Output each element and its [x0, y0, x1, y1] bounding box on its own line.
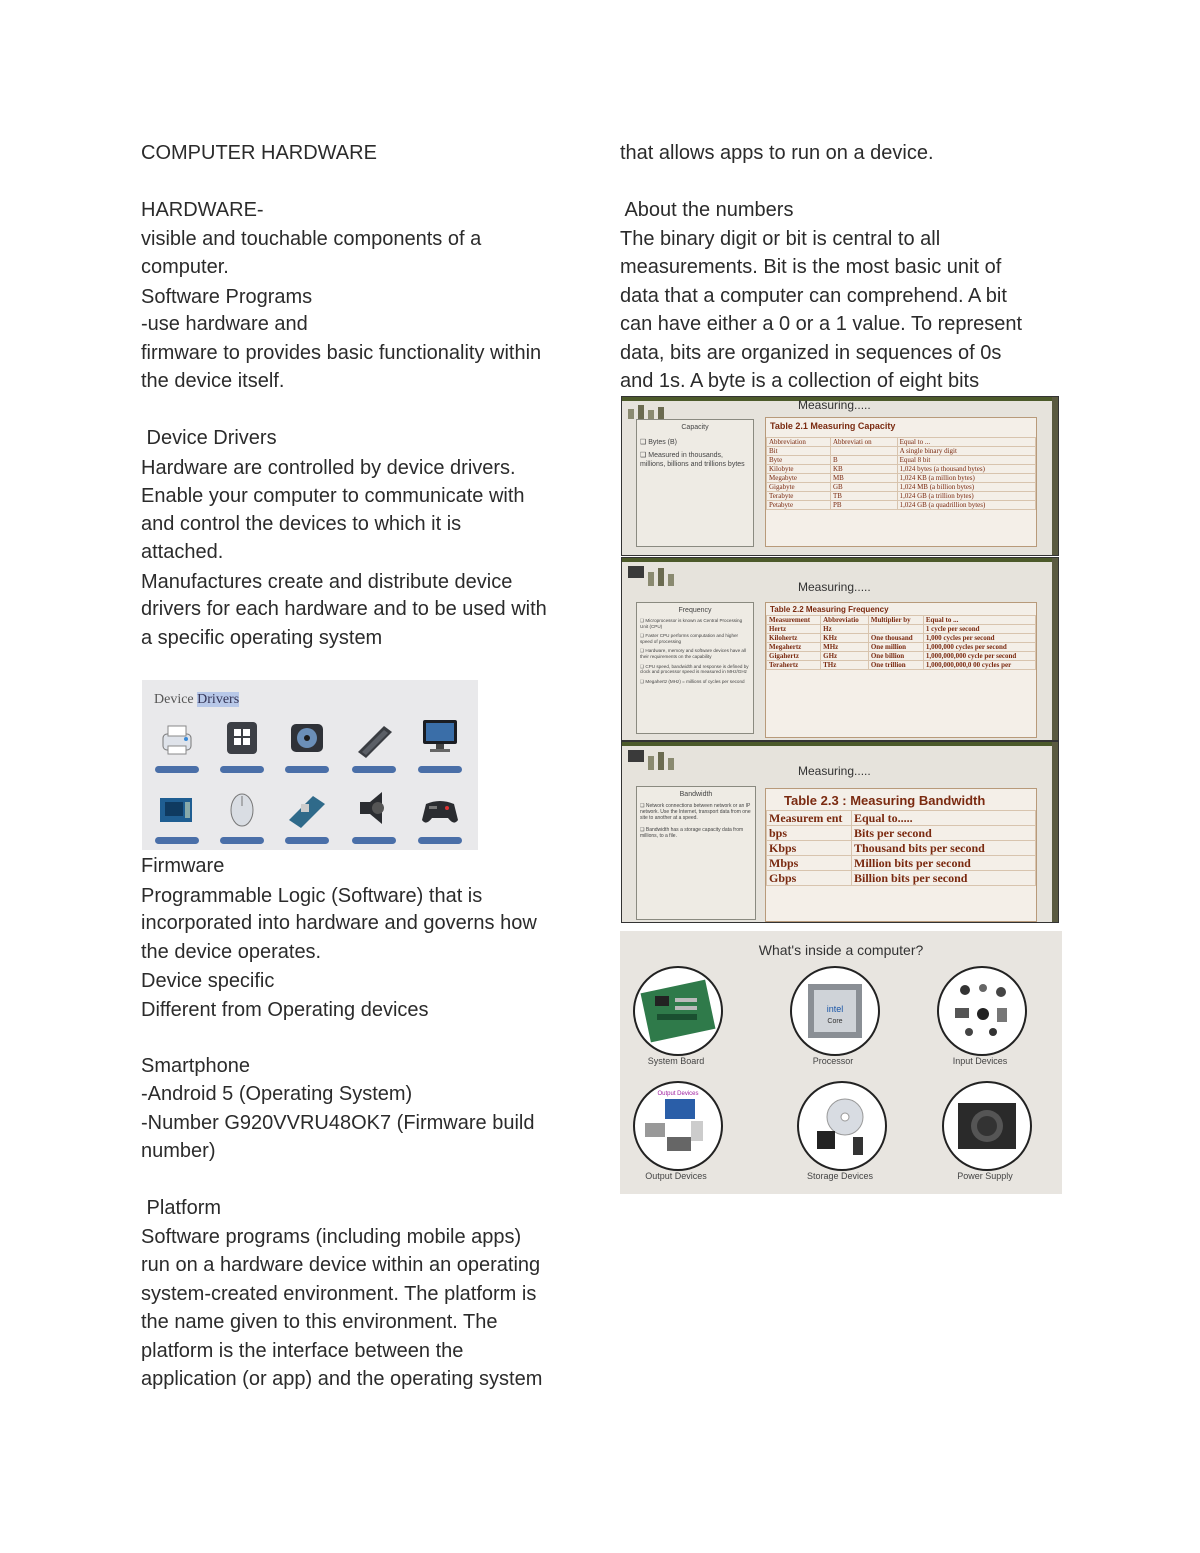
box-item-text: Hardware, memory and software devices have all their requirements on the capability	[640, 648, 747, 659]
frequency-bullet-box	[636, 602, 754, 734]
capacity-table	[765, 417, 1037, 547]
table-row	[767, 456, 1036, 465]
paragraph-line: the device operates.	[141, 940, 322, 963]
table-cell: A single binary digit	[897, 447, 1035, 456]
table-cell: Million bits per second	[852, 856, 1036, 871]
table-cell: Terahertz	[767, 661, 821, 670]
table-cell: Megahertz	[767, 643, 821, 652]
table-cell: One billion	[868, 652, 923, 661]
table-cell: Multiplier by	[868, 616, 923, 625]
slide-measuring-frequency	[621, 557, 1059, 741]
table-cell: bps	[767, 826, 852, 841]
slide-logo-icon	[626, 746, 686, 770]
input-devices-icon	[939, 968, 1025, 1054]
paragraph-line: measurements. Bit is the most basic unit of	[620, 256, 1002, 278]
table-caption: Table 2.3 : Measuring Bandwidth	[784, 793, 986, 808]
firmware-line: the device itself.	[141, 370, 285, 392]
smartphone-heading: Smartphone	[141, 1054, 250, 1077]
paragraph-line: and 1s. A byte is a collection of eight bits	[620, 370, 980, 392]
table-cell: Megabyte	[767, 474, 831, 483]
paragraph-line: Software programs (including mobile apps)	[141, 1225, 522, 1248]
slide-title: Measuring.....	[798, 580, 871, 594]
paragraph-line: incorporated into hardware and governs how	[141, 912, 537, 934]
inside-caption: Storage Devices	[806, 1171, 874, 1181]
table-cell: One trillion	[868, 661, 923, 670]
bullet-text: Manufactures create and distribute device	[141, 570, 513, 593]
table-row	[767, 483, 1036, 492]
left-column-lower	[141, 852, 586, 1394]
slide-bar	[622, 558, 1058, 562]
device-drivers-heading: Device Drivers	[141, 427, 277, 449]
inside-caption: Output Devices	[645, 1171, 707, 1181]
firmware-line: firmware to provides basic functionality within	[141, 341, 542, 364]
table-cell: Gigahertz	[767, 652, 821, 661]
slide-side-bar	[1052, 558, 1058, 740]
table-cell: Byte	[767, 456, 831, 465]
table-cell: Abbreviation	[767, 438, 831, 447]
input-devices-circle	[937, 966, 1027, 1056]
table-row	[767, 871, 1036, 886]
table-cell: Thousand bits per second	[852, 841, 1036, 856]
table-cell: 1,000,000 cycles per second	[923, 643, 1035, 652]
paragraph-line: number)	[141, 1140, 216, 1162]
table-cell: Measurement	[767, 616, 821, 625]
table-cell: Equal 8 bit	[897, 456, 1035, 465]
table-cell: Billion bits per second	[852, 871, 1036, 886]
inside-caption: Input Devices	[952, 1056, 1008, 1066]
table-row	[767, 474, 1036, 483]
box-item-text: Bandwidth has a storage capacity data from millions, to a file.	[640, 827, 744, 839]
system-board-circle	[633, 966, 723, 1056]
slide-side-bar	[1052, 397, 1058, 555]
table-cell: Bit	[767, 447, 831, 456]
speaker-icon	[354, 788, 394, 828]
paragraph-line: platform is the interface between the	[141, 1339, 464, 1362]
box-heading: Bandwidth	[679, 791, 713, 798]
slide-measuring-bandwidth	[621, 741, 1059, 923]
svg-text:Output Devices: Output Devices	[657, 1091, 699, 1097]
bullet-line	[141, 881, 586, 910]
box-item: ❑ Faster CPU performs computation and higher speed of processing	[640, 633, 739, 644]
caption-bar	[418, 837, 462, 844]
table-cell: Abbreviatio	[821, 616, 869, 625]
table-row	[767, 465, 1036, 474]
platform-continuation: that allows apps to run on a device.	[620, 142, 934, 164]
table-cell: MB	[830, 474, 897, 483]
mouse-icon	[222, 788, 262, 828]
table-cell: TB	[830, 492, 897, 501]
numbers-heading: About the numbers	[620, 199, 794, 221]
bullet-line	[141, 567, 586, 596]
box-heading: Capacity	[681, 424, 709, 431]
table-header-row	[767, 616, 1036, 625]
table-cell: Gbps	[767, 871, 852, 886]
paragraph-line: data, bits are organized in sequences of 0s	[620, 341, 1002, 364]
table-row	[767, 501, 1036, 510]
hardware-definition-line: computer.	[141, 256, 229, 278]
table-header-row	[767, 811, 1036, 826]
table-row	[767, 634, 1036, 643]
table-cell: Terabyte	[767, 492, 831, 501]
table-cell: KB	[830, 465, 897, 474]
capacity-bullet-box	[636, 419, 754, 547]
windows-drive-icon	[222, 718, 262, 758]
box-item-text: Megahertz (MHz) = millions of cycles per second	[645, 678, 745, 684]
table-cell: PB	[830, 501, 897, 510]
graphics-card-icon	[157, 790, 197, 830]
output-devices-icon	[635, 1083, 721, 1169]
box-item-text: Faster CPU performs computation and higher speed of processing	[640, 633, 739, 644]
firmware-heading: Firmware	[141, 855, 225, 877]
bullet-text: Programmable Logic (Software) that is	[141, 884, 483, 907]
paragraph-line: data that a computer can comprehend. A bit	[620, 284, 1007, 307]
table-cell: 1,000 cycles per second	[923, 634, 1035, 643]
keyboard-icon	[354, 720, 394, 760]
bullet-text: Different from Operating devices	[141, 998, 429, 1021]
table-row	[767, 661, 1036, 670]
bullet-line	[141, 453, 586, 482]
paragraph-line: The binary digit or bit is central to all	[620, 227, 941, 250]
box-item-text: CPU speed, bandwidth and response is defined by clock and processor speed is measured in MHz/GHz	[640, 663, 749, 675]
box-item: ❑ CPU speed, bandwidth and response is defined by clock and processor speed is measured in MHz/GHz	[640, 663, 749, 675]
table-cell: MHz	[821, 643, 869, 652]
table-header-row	[767, 438, 1036, 447]
printer-icon	[157, 720, 197, 760]
frequency-table	[765, 602, 1037, 738]
table-caption: Table 2.2 Measuring Frequency	[770, 605, 889, 614]
bullet-text: Enable your computer to communicate with	[141, 485, 525, 507]
paragraph-line: -Android 5 (Operating System)	[141, 1083, 413, 1105]
table-cell: B	[830, 456, 897, 465]
slide-bar	[622, 742, 1058, 746]
platform-heading: Platform	[141, 1197, 222, 1219]
slide-measuring-capacity	[621, 396, 1059, 556]
table-cell: GB	[830, 483, 897, 492]
box-item: ❑ Hardware, memory and software devices have all their requirements on the capability	[640, 648, 747, 659]
table-cell: Equal to ...	[923, 616, 1035, 625]
paragraph-line: -Number G920VVRU48OK7 (Firmware build	[141, 1111, 535, 1134]
table-cell: 1 cycle per second	[923, 625, 1035, 634]
storage-devices-circle	[797, 1081, 887, 1171]
whats-inside-computer-image	[620, 931, 1062, 1194]
gamepad-icon	[420, 790, 460, 830]
paragraph-line: run on a hardware device within an operating	[141, 1254, 541, 1276]
hardware-heading: HARDWARE-	[141, 199, 264, 221]
table-row	[767, 856, 1036, 871]
system-board-icon	[635, 968, 721, 1054]
table-cell	[868, 625, 923, 634]
hard-disk-icon	[287, 718, 327, 758]
paragraph-line: drivers for each hardware and to be used with	[141, 598, 547, 620]
paragraph-line: the name given to this environment. The	[141, 1311, 498, 1333]
bandwidth-table	[765, 788, 1037, 922]
caption-bar	[418, 766, 462, 773]
caption-bar	[155, 837, 199, 844]
box-item-text: Microprocessor is known as Central Processing Unit (CPU)	[640, 618, 743, 629]
power-supply-icon	[944, 1083, 1030, 1169]
slide-logo-icon	[626, 401, 674, 419]
use-hardware-line: -use hardware and	[141, 313, 308, 335]
caption-bar	[220, 837, 264, 844]
table-cell: THz	[821, 661, 869, 670]
box-heading: Frequency	[678, 607, 712, 614]
bandwidth-bullet-box	[636, 786, 756, 920]
bullet-line	[141, 282, 586, 311]
table-cell: Kilohertz	[767, 634, 821, 643]
table-row	[767, 652, 1036, 661]
table-cell: Abbreviati on	[830, 438, 897, 447]
table-cell: Hertz	[767, 625, 821, 634]
box-item: ❑ Network connections between network or an IP network. Use the Internet, transport data from one site to another at a speed.	[640, 803, 751, 821]
image-title-plain: Device	[154, 692, 198, 707]
caption-bar	[285, 766, 329, 773]
box-item: ❑ Megahertz (MHz) = millions of cycles per second	[640, 678, 745, 684]
box-item: ❑ Bandwidth has a storage capacity data from millions, to a file.	[640, 827, 744, 839]
paragraph-line: and control the devices to which it is	[141, 512, 462, 535]
table-caption: Table 2.1 Measuring Capacity	[770, 421, 896, 431]
slide-title: Measuring.....	[798, 398, 871, 412]
box-item: ❑ Measured in thousands, millions, billions and trillions bytes	[640, 452, 745, 468]
network-card-icon	[287, 790, 327, 830]
table-cell: 1,024 GB (a trillion bytes)	[897, 492, 1035, 501]
paragraph-line: a specific operating system	[141, 626, 383, 649]
device-drivers-image-title	[154, 692, 239, 708]
table-cell: Equal to ...	[897, 438, 1035, 447]
paragraph-line: system-created environment. The platform is	[141, 1282, 537, 1305]
caption-bar	[220, 766, 264, 773]
table-row	[767, 826, 1036, 841]
paragraph-line: can have either a 0 or a 1 value. To represent	[620, 313, 1023, 335]
box-item: ❑ Microprocessor is known as Central Processing Unit (CPU)	[640, 618, 743, 629]
paragraph-line: attached.	[141, 541, 224, 563]
table-cell: 1,024 bytes (a thousand bytes)	[897, 465, 1035, 474]
document-title: COMPUTER HARDWARE	[141, 142, 377, 164]
table-row	[767, 492, 1036, 501]
table-cell: KHz	[821, 634, 869, 643]
image-title-highlight: Drivers	[197, 692, 240, 707]
table-cell: One thousand	[868, 634, 923, 643]
table-cell: 1,024 KB (a million bytes)	[897, 474, 1035, 483]
table-cell: Kbps	[767, 841, 852, 856]
device-drivers-image	[142, 680, 478, 850]
table-cell: Bits per second	[852, 826, 1036, 841]
frequency-data-table	[766, 615, 1036, 670]
table-row	[767, 643, 1036, 652]
power-supply-circle	[942, 1081, 1032, 1171]
output-devices-circle	[633, 1081, 723, 1171]
slide-logo-icon	[626, 562, 686, 586]
caption-bar	[285, 837, 329, 844]
paragraph-line: application (or app) and the operating system	[141, 1368, 543, 1390]
bullet-text: Hardware are controlled by device drivers.	[141, 456, 516, 479]
table-cell: Kilobyte	[767, 465, 831, 474]
table-row	[767, 841, 1036, 856]
processor-icon	[792, 968, 878, 1054]
table-cell: Equal to.....	[852, 811, 1036, 826]
table-cell: Mbps	[767, 856, 852, 871]
caption-bar	[352, 766, 396, 773]
svg-text:intel: intel	[826, 1004, 844, 1014]
table-cell	[830, 447, 897, 456]
table-cell: Petabyte	[767, 501, 831, 510]
table-row	[767, 625, 1036, 634]
table-cell: One million	[868, 643, 923, 652]
table-cell: 1,000,000,000,0 00 cycles per	[923, 661, 1035, 670]
bandwidth-data-table	[766, 810, 1036, 886]
table-cell: 1,024 MB (a billion bytes)	[897, 483, 1035, 492]
box-item-text: Network connections between network or an IP network. Use the Internet, transport data from one site to another at a speed.	[640, 803, 751, 821]
inside-caption: System Board	[647, 1056, 705, 1066]
bullet-line	[141, 966, 586, 995]
slide-title: Measuring.....	[798, 764, 871, 778]
right-column	[620, 139, 1070, 396]
bullet-line	[141, 995, 586, 1024]
caption-bar	[352, 837, 396, 844]
slide-side-bar	[1052, 742, 1058, 922]
caption-bar	[155, 766, 199, 773]
box-item-text: Bytes (B)	[648, 439, 678, 446]
inside-caption: Processor	[812, 1056, 854, 1066]
bullet-line	[141, 481, 586, 510]
table-row	[767, 447, 1036, 456]
box-item: ❑ Bytes (B)	[640, 439, 678, 446]
table-cell: Measurem ent	[767, 811, 852, 826]
storage-devices-icon	[799, 1083, 885, 1169]
svg-text:Core: Core	[827, 1018, 843, 1025]
left-column	[141, 139, 586, 652]
processor-circle	[790, 966, 880, 1056]
table-cell: GHz	[821, 652, 869, 661]
table-cell: Hz	[821, 625, 869, 634]
inside-title: What's inside a computer?	[758, 942, 924, 958]
bullet-text: Device specific	[141, 970, 275, 992]
box-item-text: Measured in thousands, millions, billions and trillions bytes	[640, 452, 745, 468]
software-programs: Software Programs	[141, 285, 313, 308]
table-cell: Gigabyte	[767, 483, 831, 492]
table-cell: 1,024 GB (a quadrillion bytes)	[897, 501, 1035, 510]
inside-caption: Power Supply	[957, 1171, 1013, 1181]
table-cell: 1,000,000,000 cycle per second	[923, 652, 1035, 661]
hardware-definition-line: visible and touchable components of a	[141, 227, 482, 250]
capacity-data-table	[766, 437, 1036, 510]
monitor-icon	[420, 716, 460, 756]
